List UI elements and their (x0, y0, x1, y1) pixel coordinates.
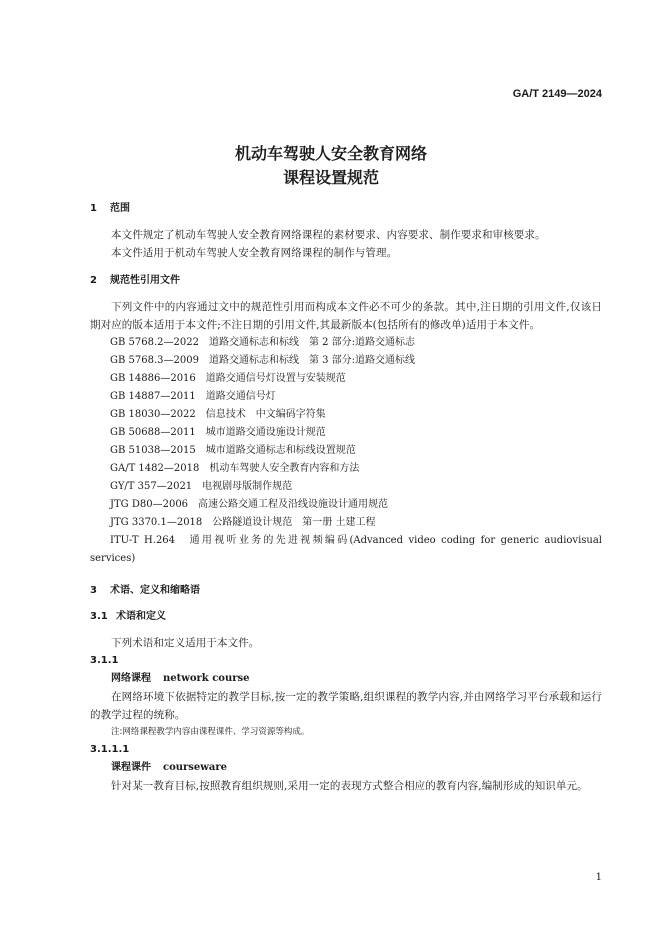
section-heading-normative (90, 272, 602, 290)
reference-item: GY/T 357—2021 电视剧母版制作规范 (110, 481, 293, 492)
reference-item: JTG 3370.1—2018 公路隧道设计规范 第一册 土建工程 (110, 517, 376, 528)
reference-item: GA/T 1482—2018 机动车驾驶人安全教育内容和方法 (110, 463, 360, 474)
scope-paragraph-2: 本文件适用于机动车驾驶人安全教育网络课程的制作与管理。 (111, 247, 398, 259)
term-id: 3.1.1 (90, 655, 119, 666)
reference-item: GB 14886—2016 道路交通信号灯设置与安装规范 (110, 373, 346, 384)
reference-item: ITU-T H.264 通用视听业务的先进视频编码(Advanced video coding for generic audiovisual services) (90, 535, 602, 564)
standard-code: GA/T 2149—2024 (512, 88, 602, 100)
reference-item: GB 5768.2—2022 道路交通标志和标线 第 2 部分:道路交通标志 (110, 337, 416, 348)
title-line-2: 课程设置规范 (282, 168, 379, 187)
section-heading-terms (90, 582, 602, 600)
subsection-heading (90, 608, 602, 626)
term-name (90, 759, 602, 777)
section-number: 2 (90, 275, 97, 286)
section-title: 范围 (110, 203, 130, 214)
reference-item: GB 51038—2015 城市道路交通标志和标线设置规范 (110, 445, 356, 456)
title-line-1: 机动车驾驶人安全教育网络 (234, 144, 427, 163)
term-name (90, 670, 602, 688)
reference-item: JTG D80—2006 高速公路交通工程及沿线设施设计通用规范 (110, 499, 389, 510)
term-name-en: courseware (163, 762, 228, 773)
scope-paragraph-1: 本文件规定了机动车驾驶人安全教育网络课程的素材要求、内容要求、制作要求和审核要求。 (111, 229, 546, 241)
document-body (90, 200, 602, 795)
term-definition: 针对某一教育目标,按照教育组织规则,采用一定的表现方式整合相应的教育内容,编制形成的知识单元。 (111, 780, 588, 792)
terms-intro: 下列术语和定义适用于本文件。 (111, 637, 260, 649)
normative-intro: 下列文件中的内容通过文中的规范性引用而构成本文件必不可少的条款。其中,注日期的引用文件,仅该日期对应的版本适用于本文件;不注日期的引用文件,其最新版本(包括所有的修改单)适用于本文件。 (90, 301, 602, 331)
reference-item: GB 5768.3—2009 道路交通标志和标线 第 3 部分:道路交通标线 (110, 355, 416, 366)
section-heading-scope (90, 200, 602, 218)
section-number: 1 (90, 203, 97, 214)
reference-item: GB 18030—2022 信息技术 中文编码字符集 (110, 409, 326, 420)
term-definition: 在网络环境下依据特定的教学目标,按一定的教学策略,组织课程的教学内容,并由网络学习平台承载和运行的教学过程的统称。 (90, 691, 602, 721)
section-title: 规范性引用文件 (110, 275, 180, 286)
section-number: 3 (90, 585, 97, 596)
term-note: 注:网络课程教学内容由课程课件、学习资源等构成。 (111, 727, 310, 737)
subsection-number: 3.1 (90, 611, 108, 622)
term-name-zh: 网络课程 (111, 673, 151, 684)
page-number: 1 (595, 872, 602, 883)
term-id: 3.1.1.1 (90, 744, 130, 755)
term-name-en: network course (163, 673, 250, 684)
term-name-zh: 课程课件 (111, 762, 151, 773)
document-title (0, 142, 662, 190)
reference-item: GB 14887—2011 道路交通信号灯 (110, 391, 276, 402)
reference-item: GB 50688—2011 城市道路交通设施设计规范 (110, 427, 326, 438)
subsection-title: 术语和定义 (116, 611, 166, 622)
section-title: 术语、定义和缩略语 (110, 585, 200, 596)
